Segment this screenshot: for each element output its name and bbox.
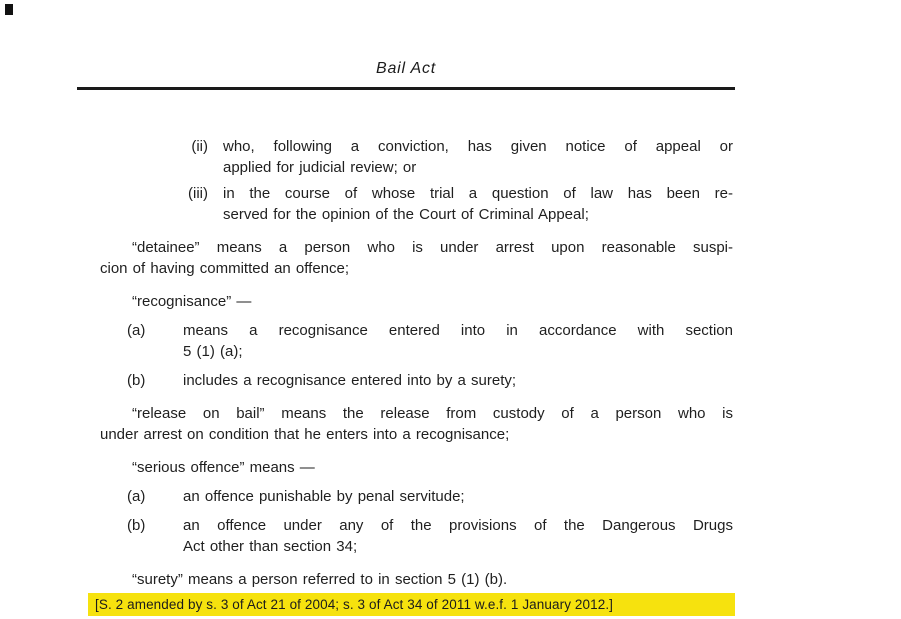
text-line: who, following a conviction, has given notice of appeal or [223,138,733,155]
list-item-letter-b2 [100,515,733,557]
list-item-letter-a [100,320,733,362]
list-item-letter-a2 [100,486,733,507]
list-item-text [223,136,733,178]
list-marker: (iii) [188,185,208,202]
text-line: “surety” means a person referred to in section 5 (1) (b). [132,571,508,588]
text-line: an offence under any of the provisions of the Dangerous Drugs [183,517,733,534]
list-marker: (b) [127,517,146,534]
list-item-text [183,320,733,362]
list-item-text [223,183,733,225]
list-marker: (b) [127,372,146,389]
text-line: applied for judicial review; or [223,159,417,176]
text-line: “detainee” means a person who is under arrest upon reasonable suspi- [132,239,733,256]
scan-artifact-mark [5,4,13,15]
text-line: “recognisance” — [132,293,252,310]
definition-surety [100,569,733,590]
paragraph-text [100,457,733,478]
text-line: in the course of whose trial a question of law has been re- [223,185,733,202]
list-item-roman-iii [100,183,733,225]
definition-release-on-bail [100,403,733,445]
definition-detainee [100,237,733,279]
footnote-text: [S. 2 amended by s. 3 of Act 21 of 2004; s. 3 of Act 34 of 2011 w.e.f. 1 January 2012.] [95,597,614,612]
paragraph-text [100,569,733,590]
header-divider [77,87,735,90]
text-line: cion of having committed an offence; [100,260,350,277]
text-line: under arrest on condition that he enters into a recognisance; [100,426,510,443]
definition-recognisance [100,291,733,312]
text-line: includes a recognisance entered into by a surety; [183,372,517,389]
footnote-highlight [88,593,735,616]
text-line: 5 (1) (a); [183,343,243,360]
list-item-text [183,486,733,507]
document-body [100,136,733,590]
page-title: Bail Act [375,60,437,77]
list-item-text [183,515,733,557]
text-line: an offence punishable by penal servitude; [183,488,465,505]
list-item-text [183,370,733,391]
list-marker: (a) [127,488,146,505]
text-line: “serious offence” means — [132,459,315,476]
list-item-letter-b [100,370,733,391]
definition-serious-offence [100,457,733,478]
text-line: Act other than section 34; [183,538,358,555]
list-marker: (ii) [191,138,208,155]
paragraph-text [100,237,733,279]
list-marker: (a) [127,322,146,339]
paragraph-text [100,403,733,445]
text-line: means a recognisance entered into in accordance with section [183,322,733,339]
text-line: served for the opinion of the Court of Criminal Appeal; [223,206,589,223]
text-line: “release on bail” means the release from custody of a person who is [132,405,733,422]
paragraph-text [100,291,733,312]
list-item-roman-ii [100,136,733,178]
